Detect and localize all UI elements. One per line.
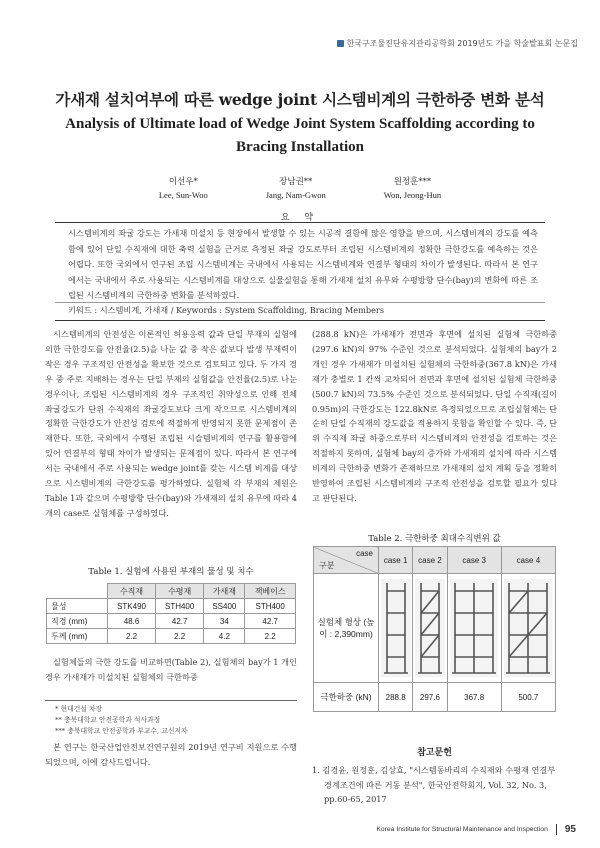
table-cell: 4.2 xyxy=(204,629,245,644)
table-header: case 1 xyxy=(379,547,413,574)
table-cell: 2.2 xyxy=(155,629,203,644)
author-name-ko: 이선우* xyxy=(168,177,198,187)
table-cell: 48.6 xyxy=(108,614,156,629)
author-list xyxy=(0,176,600,202)
corner-label-case: case xyxy=(356,549,373,558)
table-cell: 2.2 xyxy=(245,629,296,644)
scaffold-case4-image xyxy=(504,579,552,677)
table-cell xyxy=(47,584,108,599)
table1-caption-wrap xyxy=(45,565,297,577)
author-name-en: Won, Jeong-Hun xyxy=(383,190,442,200)
table-cell: SS400 xyxy=(204,599,245,614)
body-paragraph: 실험체들의 극한 강도를 비교하면(Table 2), 실험체의 bay가 1 개인 경우 가새재가 미설치된 실험체의 극한하중 xyxy=(45,657,297,682)
table-header: case 3 xyxy=(447,547,501,574)
abstract-title: 요 약 xyxy=(280,213,320,223)
table-header: case 2 xyxy=(413,547,447,574)
table-row xyxy=(314,574,556,683)
table-header: 잭베이스 xyxy=(245,584,296,599)
table-row xyxy=(47,614,296,629)
table-cell: STH400 xyxy=(245,599,296,614)
author xyxy=(159,176,208,202)
table-header: 가새재 xyxy=(204,584,245,599)
table-cell: 42.7 xyxy=(245,614,296,629)
references-list xyxy=(312,763,557,807)
corner-label-category: 구분 xyxy=(319,561,335,570)
table-row xyxy=(47,629,296,644)
table-header: 수직재 xyxy=(108,584,156,599)
table-header: case 4 xyxy=(501,547,555,574)
footnote: *** 충북대학교 안전공학과 부교수, 교신저자 xyxy=(55,727,188,735)
keywords-rule xyxy=(55,320,545,321)
table-cell: STH400 xyxy=(155,599,203,614)
table-header: 수평재 xyxy=(155,584,203,599)
right-column xyxy=(312,327,557,506)
table-cell: 367.8 xyxy=(447,683,501,712)
scaffold-image-cell xyxy=(501,574,555,683)
table-cell: STK490 xyxy=(108,599,156,614)
page-footer xyxy=(376,824,576,835)
author xyxy=(384,176,441,202)
table-cell: 34 xyxy=(204,614,245,629)
table-cell: 2.2 xyxy=(108,629,156,644)
scaffold-image-cell xyxy=(379,574,413,683)
table2-caption: Table 2. 극한하중 최대수직변위 값 xyxy=(368,534,501,544)
table2-caption-wrap xyxy=(312,532,557,544)
footnotes xyxy=(45,700,297,737)
table1 xyxy=(46,583,296,644)
table-row xyxy=(47,599,296,614)
author-name-ko: 장남권** xyxy=(279,177,313,187)
left-column xyxy=(45,327,297,521)
abstract-body: 시스템비계의 좌굴 강도는 가새재 미설치 등 현장에서 발생할 수 있는 시공적 결함에 많은 영향을 받으며, 시스템비계의 강도를 예측함에 있어 단일 수직재에 대한 축력 실험을 근거로 측정된 좌굴 강도로부터 조립된 시스템비계의 정확한 극한강도를 예측하는 것은 어렵다. 또한 국외에서 연구된 조립 시스템비계는 국내에서 사용되는 시스템비계와 연결부 형태의 차이가 발생된다. 따라서 본 연구에서는 국내에서 주로 사용되는 시스템비계를 대상으로 실물실험을 통해 가새재 설치 유무와 수평방향 단수(bay)의 변화에 따른 조립된 시스템비계의 극한하중 변화를 분석하였다. xyxy=(68,228,538,300)
references-title: 참고문헌 xyxy=(417,748,452,758)
footnote: ** 충북대학교 안전공학과 석사과정 xyxy=(55,716,161,724)
table-cell: 직경 (mm) xyxy=(47,614,108,629)
scaffold-image-cell xyxy=(413,574,447,683)
table2 xyxy=(313,546,556,712)
table1-caption: Table 1. 실험에 사용된 부재의 물성 및 치수 xyxy=(88,567,254,577)
table-header-row xyxy=(314,547,556,574)
table-cell: 두께 (mm) xyxy=(47,629,108,644)
title-korean: 가새재 설치여부에 따른 wedge joint 시스템비계의 극한하중 변화 분석 xyxy=(55,90,545,109)
author-name-ko: 원정훈*** xyxy=(393,177,432,187)
table-cell: 물성 xyxy=(47,599,108,614)
table-cell: 288.8 xyxy=(379,683,413,712)
author-name-en: Jang, Nam-Gwon xyxy=(265,190,326,200)
journal-logo-icon xyxy=(337,40,344,47)
abstract-top-rule xyxy=(55,222,545,223)
journal-header-text: 한국구조물진단유지관리공학회 2019년도 가을 학술발표회 논문집 xyxy=(346,39,578,48)
body-paragraph: (288.8 kN)은 가새재가 전면과 후면에 설치된 실험체 극한하중(297.6 kN)의 97% 수준인 것으로 분석되었다. 실험체의 bay가 2 개인 경우 가새재가 미설치된 실험체의 극한하중(367.8 kN)은 가새재가 충별로 1 칸씩 교차되어 전면과 후면에 설치된 실험체 극한하중(500.7 kN)의 73.5% 수준인 것으로 분석되었다. 단일 수직재(길이 0.95m)의 극한강도는 122.8kN로 측정되었으므로 조립실험체는 단순히 단일 수직재의 강도값을 적용하지 못함을 확인할 수 있다. 즉, 단위 수직재 좌굴 하중으로부터 시스템비계의 안전성을 검토하는 것은 적절하지 못하며, 실험체 bay의 증가와 가새재의 설치에 따라 시스템비계의 극한하중 변화가 존재하므로 가새재의 설치 계획 등을 정확히 반영하여 조립된 시스템비계의 구조적 안전성을 검토할 필요가 있다고 판단된다. xyxy=(312,329,557,503)
scaffold-case3-image xyxy=(450,579,498,677)
footnote: * 현대건설 차장 xyxy=(55,705,103,713)
scaffold-case2-image xyxy=(415,579,445,677)
page-number: 95 xyxy=(556,824,576,835)
footer-society-name: Korea Institute for Structural Maintenance and Inspection xyxy=(376,826,548,833)
table-cell: 42.7 xyxy=(155,614,203,629)
table-row xyxy=(314,683,556,712)
scaffold-case1-image xyxy=(381,579,411,677)
acknowledgement: 본 연구는 한국산업안전보건연구원의 2019년 연구비 지원으로 수행되었으며, 이에 감사드립니다. xyxy=(45,742,297,767)
reference-item: 1. 김경윤, 원정훈, 김상효, "시스템동바리의 수직재와 수평재 연결부 경계조건에 따른 거동 분석", 한국안전학회지, Vol. 32, No. 3, pp.60-65, 2017 xyxy=(312,765,556,805)
author-name-en: Lee, Sun-Woo xyxy=(158,190,208,200)
title-english: Analysis of Ultimate load of Wedge Joint System Scaffolding according to Bracing Installation xyxy=(65,116,535,155)
table-cell: 500.7 xyxy=(501,683,555,712)
table-cell: 극한하중 (kN) xyxy=(314,683,379,712)
scaffold-image-cell xyxy=(447,574,501,683)
keywords: 키워드 : 시스템비계, 가새재 / Keywords : System Scaffolding, Bracing Members xyxy=(68,305,385,315)
journal-header xyxy=(337,38,578,49)
table-cell: 실험체 형상 (높이 : 2,390mm) xyxy=(314,574,379,683)
table-cell: 297.6 xyxy=(413,683,447,712)
author xyxy=(266,176,326,202)
table-header-row xyxy=(47,584,296,599)
body-paragraph: 시스템비계의 안전성은 이론적인 허용응력 값과 단일 부재의 실험에 의한 극한강도를 안전율(2.5)을 나눈 값 중 작은 값보다 발생 부재력이 작은 경우 구조적인 안전성을 확보한 것으로 검토되고 있다. 두 가지 경우 중 주로 지배하는 경우는 단일 부재의 실험값을 안전율(2.5)로 나눈 경우이나, 조립된 시스템비계의 경우 구조적인 취약성으로 인해 전체 좌굴강도가 단위 수직재의 좌굴강도보다 크게 작으므로 시스템비계의 정확한 극한강도가 안전성 검토에 적절하게 반영되지 못한 문제점이 존재한다. 또한, 국외에서 수행된 조립된 시슬템비계의 연구를 활용함에 있어 연결부의 형태 차이가 발생되는 문제점이 있다. 따라서 본 연구에서는 국내에서 주로 사용되는 wedge joint를 갖는 시스템 비계를 대상으로 시스템비계의 극한강도를 평가하였다. 실험체 각 부재의 제원은 Table 1과 같으며 수평방향 단수(bay)와 가새재의 설치 유무에 따라 4 개의 case로 실험체를 구성하였다. xyxy=(45,329,297,518)
table-corner-cell xyxy=(314,547,379,574)
